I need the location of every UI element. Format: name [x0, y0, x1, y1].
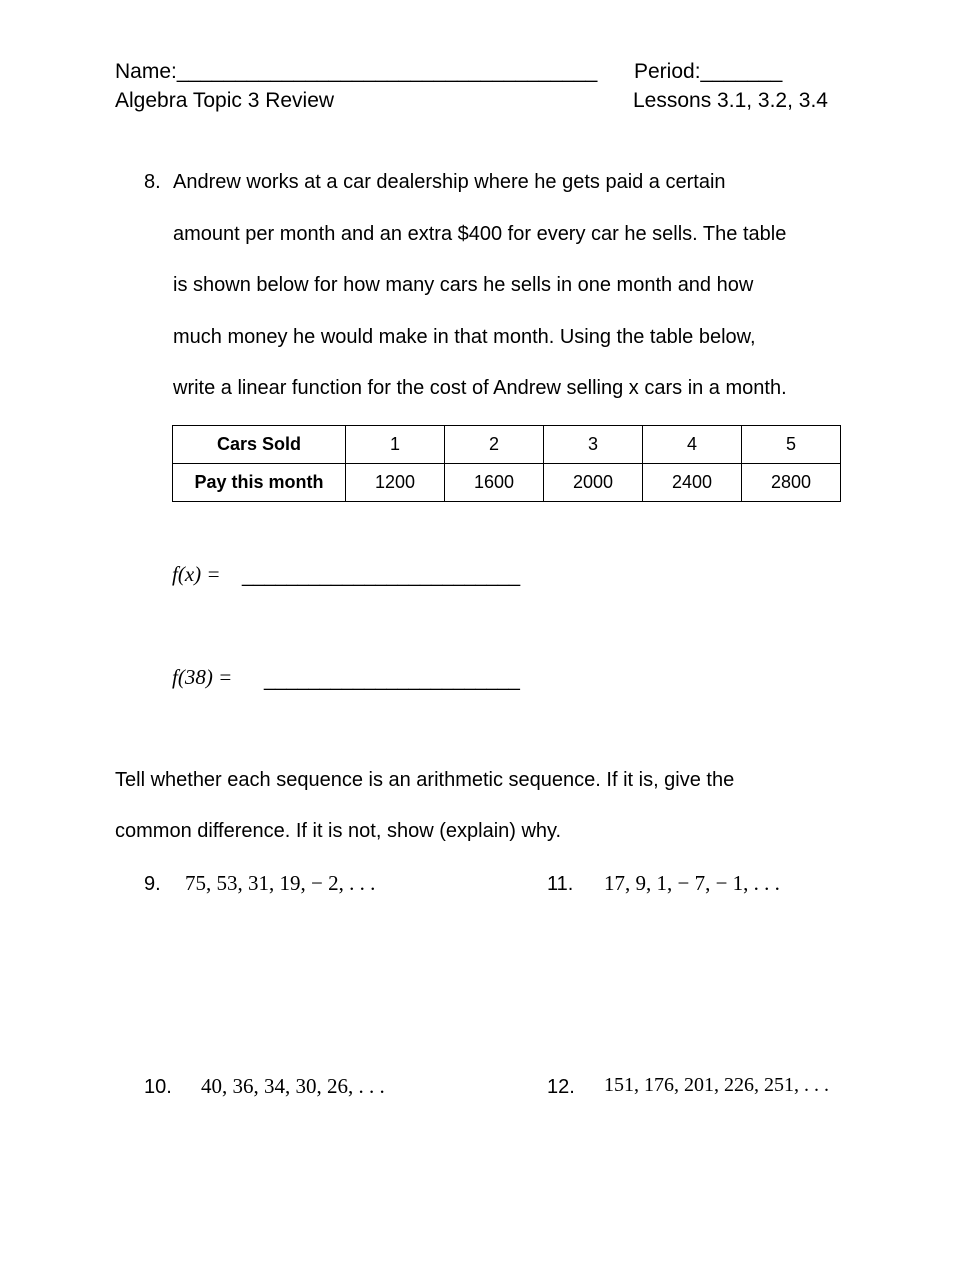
row-header-pay: Pay this month: [173, 464, 346, 502]
table-cell: 1: [346, 426, 445, 464]
problem-12-number: 12.: [547, 1076, 575, 1098]
fx-answer-blank[interactable]: _________________________: [242, 565, 521, 587]
sequence-instruction: Tell whether each sequence is an arithmetic sequence. If it is, give the: [115, 769, 735, 791]
course-title: Algebra Topic 3 Review: [115, 89, 335, 112]
f38-answer-blank[interactable]: _______________________: [264, 669, 520, 691]
problem-9-number: 9.: [144, 873, 161, 895]
problem-10-number: 10.: [144, 1076, 172, 1098]
problem-11-sequence: 17, 9, 1, − 7, − 1, . . .: [604, 871, 780, 895]
problem-8-line: is shown below for how many cars he sells in one month and how: [173, 274, 754, 296]
table-cell: 4: [643, 426, 742, 464]
sequence-instruction: common difference. If it is not, show (explain) why.: [115, 820, 562, 842]
problem-12-sequence: 151, 176, 201, 226, 251, . . .: [604, 1074, 829, 1096]
table-cell: 5: [742, 426, 841, 464]
table-row: [173, 426, 841, 464]
problem-8-number: 8.: [144, 171, 161, 193]
period-field-label: Period:_______: [634, 60, 783, 83]
fx-label: f(x) =: [172, 562, 221, 586]
table-cell: 2: [445, 426, 544, 464]
name-field-label: Name:____________________________________: [115, 60, 598, 83]
lessons-label: Lessons 3.1, 3.2, 3.4: [633, 89, 828, 112]
problem-8-line: amount per month and an extra $400 for every car he sells. The table: [173, 223, 787, 245]
row-header-cars-sold: Cars Sold: [173, 426, 346, 464]
table-cell: 2800: [742, 464, 841, 502]
problem-10-sequence: 40, 36, 34, 30, 26, . . .: [201, 1074, 385, 1098]
problem-8-line: much money he would make in that month. Using the table below,: [173, 326, 756, 348]
cars-pay-table: [172, 425, 841, 502]
problem-8-line: Andrew works at a car dealership where he gets paid a certain: [173, 171, 726, 193]
table-cell: 3: [544, 426, 643, 464]
problem-9-sequence: 75, 53, 31, 19, − 2, . . .: [185, 871, 376, 895]
f38-label: f(38) =: [172, 665, 233, 689]
table-cell: 2400: [643, 464, 742, 502]
table-cell: 2000: [544, 464, 643, 502]
table-row: [173, 464, 841, 502]
problem-8-line: write a linear function for the cost of Andrew selling x cars in a month.: [173, 377, 787, 399]
table-cell: 1600: [445, 464, 544, 502]
problem-11-number: 11.: [547, 873, 574, 895]
table-cell: 1200: [346, 464, 445, 502]
